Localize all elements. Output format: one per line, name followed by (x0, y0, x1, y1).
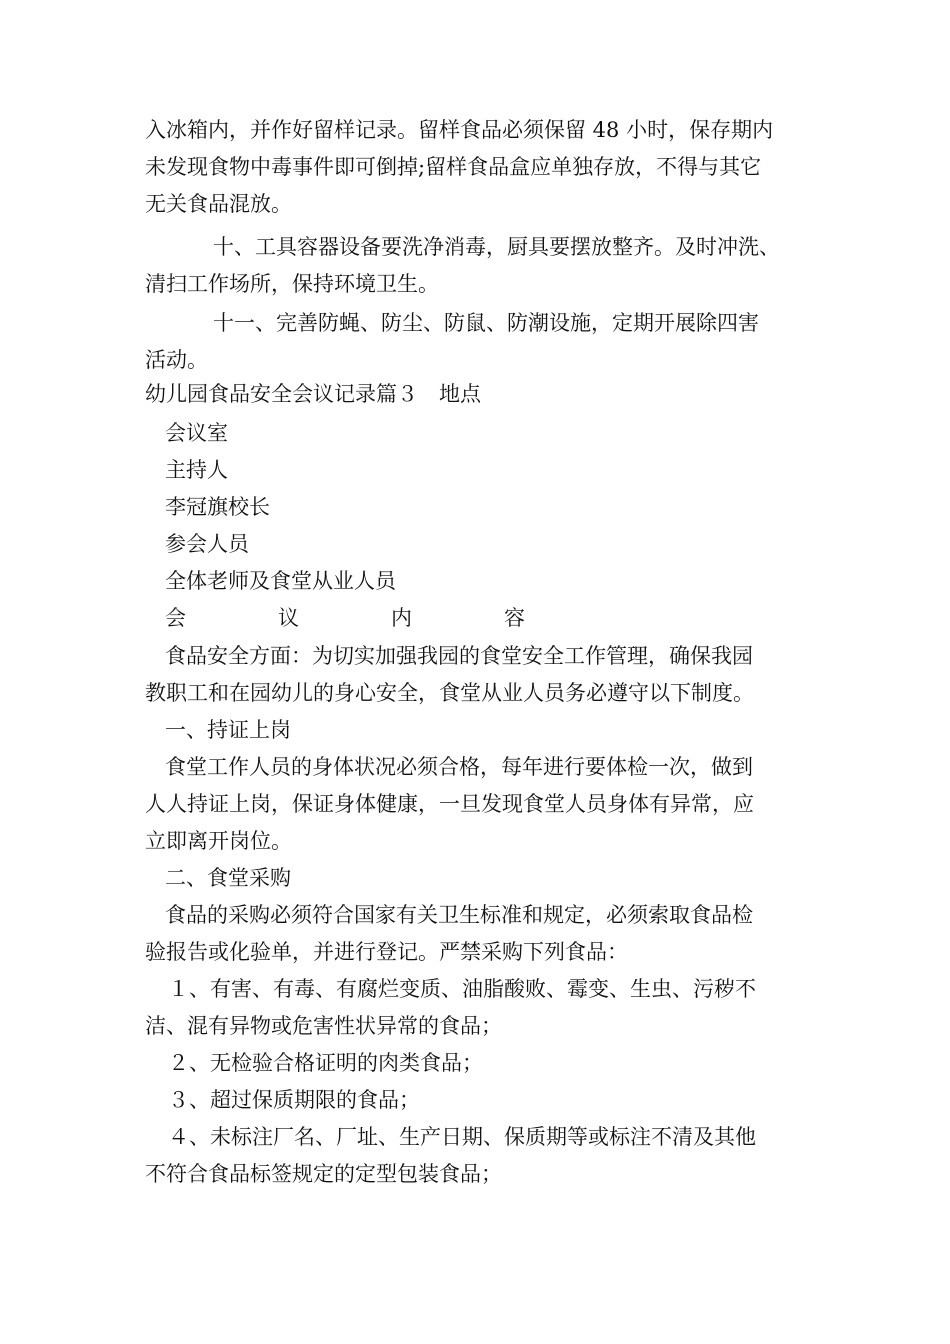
attendees-value: 全体老师及食堂从业人员 (165, 569, 396, 593)
list-item: ２、无检验合格证明的肉类食品； (168, 1051, 483, 1075)
section-heading: 二、食堂采购 (165, 866, 291, 890)
section-eleven-line: 十一、完善防蝇、防尘、防鼠、防潮设施，定期开展除四害 (213, 311, 759, 335)
text-line: 活动。 (145, 348, 208, 372)
attendees-label: 参会人员 (165, 532, 249, 556)
list-item: ４、未标注厂名、厂址、生产日期、保质期等或标注不清及其他 (168, 1125, 756, 1149)
text-line: 验报告或化验单，并进行登记。严禁采购下列食品： (145, 940, 628, 964)
section-heading: 一、持证上岗 (165, 718, 291, 742)
text-line: 无关食品混放。 (145, 192, 292, 216)
text-line: 清扫工作场所，保持环境卫生。 (145, 272, 439, 296)
meeting-content-heading (165, 604, 525, 632)
list-item: １、有害、有毒、有腐烂变质、油脂酸败、霉变、生虫、污秽不 (168, 977, 756, 1001)
text-line: 食品安全方面：为切实加强我园的食堂安全工作管理，确保我园 (165, 644, 753, 668)
text-line: 未发现食物中毒事件即可倒掉;留样食品盒应单独存放，不得与其它 (145, 155, 762, 179)
heading-char: 容 (504, 606, 525, 630)
text-line: 不符合食品标签规定的定型包装食品； (145, 1162, 502, 1186)
location-value: 会议室 (165, 421, 228, 445)
host-value: 李冠旗校长 (165, 495, 270, 519)
record-title: 幼儿园食品安全会议记录篇３ 地点 (145, 382, 481, 406)
text-line: 教职工和在园幼儿的身心安全，食堂从业人员务必遵守以下制度。 (145, 681, 754, 705)
text-line: 洁、混有异物或危害性状异常的食品； (145, 1014, 502, 1038)
heading-char: 内 (391, 606, 412, 630)
text-line: 入冰箱内，并作好留样记录。留样食品必须保留 48 小时，保存期内 (145, 118, 774, 142)
text-line: 人人持证上岗，保证身体健康，一旦发现食堂人员身体有异常，应 (145, 792, 754, 816)
heading-char: 会 (165, 606, 186, 630)
text-line: 食堂工作人员的身体状况必须合格，每年进行要体检一次，做到 (165, 755, 753, 779)
section-ten-line: 十、工具容器设备要洗净消毒，厨具要摆放整齐。及时冲洗、 (213, 235, 780, 259)
text-line: 食品的采购必须符合国家有关卫生标准和规定，必须索取食品检 (165, 903, 753, 927)
heading-char: 议 (278, 606, 299, 630)
list-item: ３、超过保质期限的食品； (168, 1088, 420, 1112)
text-line: 立即离开岗位。 (145, 829, 292, 853)
host-label: 主持人 (165, 458, 228, 482)
